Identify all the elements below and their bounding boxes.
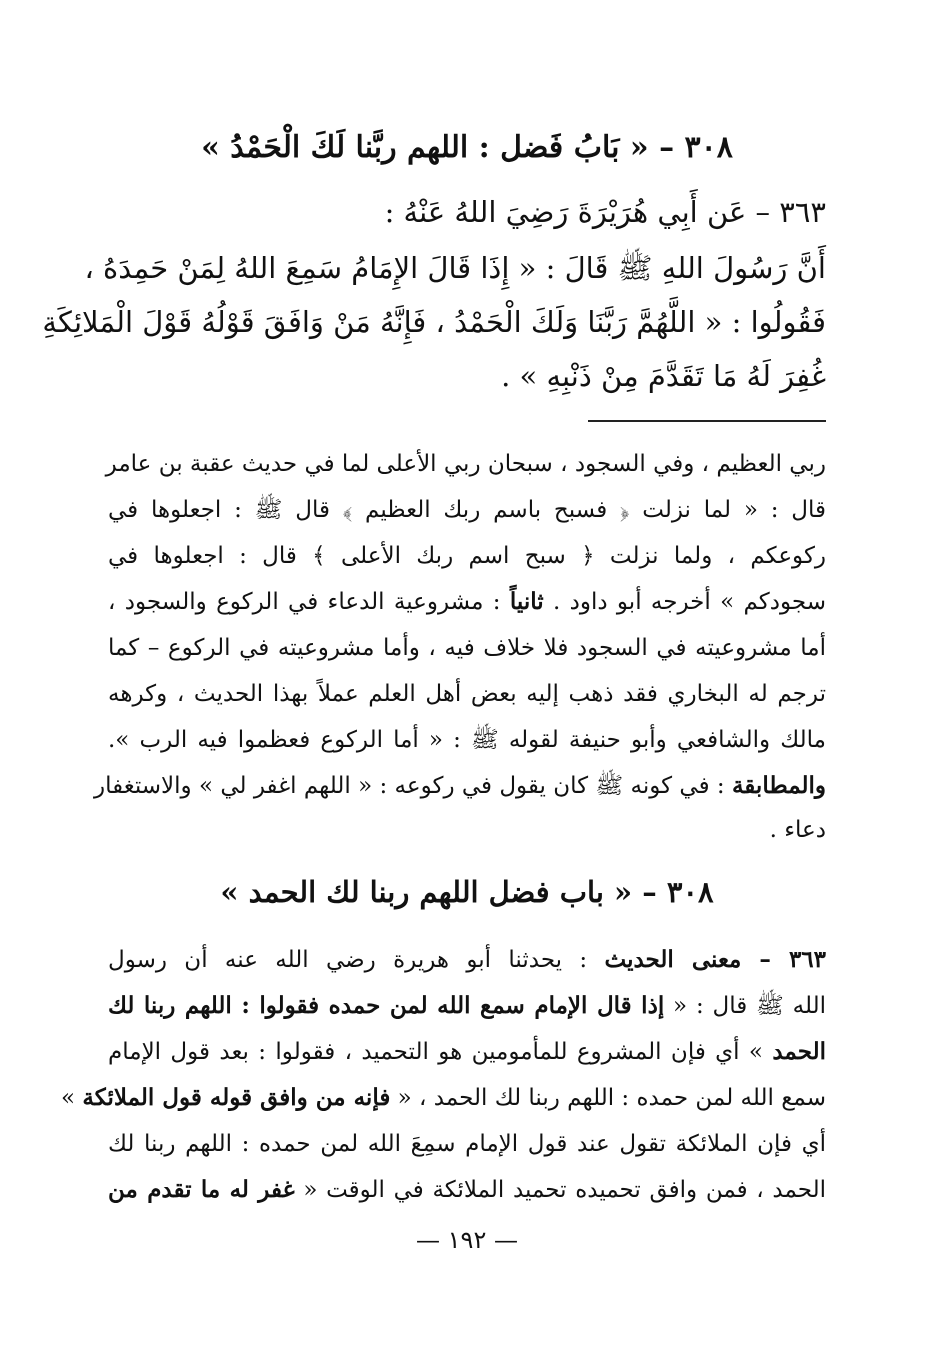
explanation-text: » أي فإن المشروع للمأمومين هو التحميد ، فقولوا : بعد قول الإمام	[108, 1039, 763, 1065]
explanation-keyword: الحمد	[772, 1038, 826, 1065]
explanation-keyword: ٣٦٣ – معنى الحديث	[604, 946, 826, 973]
hadith-line: فَقُولُوا : « اللَّهُمَّ رَبَّنَا وَلَكَ الْحَمْدُ ، فَإِنَّهُ مَنْ وَافَقَ قَوْلُهُ قَوْلَ الْمَلائِكَةِ	[42, 305, 826, 339]
footnote-line: مالك والشافعي وأبو حنيفة لقوله ﷺ : « أما الركوع فعظموا فيه الرب ».	[108, 727, 826, 753]
explanation-line: أي فإن الملائكة تقول عند قول الإمام سمِعَ الله لمن حمده : اللهم ربنا لك	[108, 1131, 826, 1157]
footnote-divider	[588, 420, 826, 422]
footnote-text: : في كونه ﷺ كان يقول في ركوعه : « اللهم اغفر لي » والاستغفار	[93, 773, 725, 799]
footnote-text: سجودكم » أخرجه أبو داود .	[552, 589, 826, 615]
hadith-line: أَنَّ رَسُولَ اللهِ ﷺ قَالَ : « إِذَا قَالَ الإِمَامُ سَمِعَ اللهُ لِمَنْ حَمِدَهُ ،	[84, 251, 826, 285]
footnote-line	[108, 582, 826, 622]
explanation-keyword: إذا قال الإمام سمع الله لمن حمده فقولوا : اللهم ربنا لك	[108, 992, 665, 1019]
explanation-line	[108, 984, 826, 1028]
explanation-text: : يحدثنا أبو هريرة رضي الله عنه أن رسول	[108, 947, 588, 973]
footnote-keyword: والمطابقة	[731, 772, 826, 799]
explanation-keyword: غفر له ما تقدم من	[108, 1176, 295, 1203]
explanation-line	[108, 1030, 826, 1074]
footnote-line: دعاء .	[769, 817, 826, 843]
explanation-heading: ٣٠٨ – « باب فضل اللهم ربنا لك الحمد »	[220, 875, 714, 909]
footnote-line: ركوعكم ، ولما نزلت ﴿ سبح اسم ربك الأعلى ﴾ قال : اجعلوها في	[108, 543, 826, 569]
explanation-text: الحمد ، فمن وافق تحميده تحميد الملائكة في الوقت «	[303, 1177, 826, 1203]
page-number: — ١٩٢ —	[416, 1226, 518, 1254]
explanation-text: الله ﷺ قال : «	[673, 993, 827, 1019]
explanation-line	[108, 1168, 826, 1212]
explanation-text: »	[61, 1085, 76, 1111]
hadith-line: غُفِرَ لَهُ مَا تَقَدَّمَ مِنْ ذَنْبِهِ » .	[501, 359, 826, 393]
explanation-line	[108, 938, 826, 982]
footnote-text: : مشروعية الدعاء في الركوع والسجود ،	[108, 589, 501, 615]
explanation-keyword: فإنه من وافق قوله قول الملائكة	[82, 1084, 391, 1111]
footnote-line: أما مشروعيته في السجود فلا خلاف فيه ، وأما مشروعيته في الركوع – كما	[108, 635, 826, 661]
chapter-heading: ٣٠٨ – « بَابُ فَضل : اللهم ربَّنا لَكَ الْحَمْدُ »	[201, 130, 733, 165]
footnote-line: ربي العظيم ، وفي السجود ، سبحان ربي الأعلى لما في حديث عقبة بن عامر	[105, 451, 826, 477]
footnote-line	[93, 766, 826, 806]
footnote-line: قال : « لما نزلت ﴿ فسبح باسم ربك العظيم ﴾ قال ﷺ : اجعلوها في	[108, 497, 826, 523]
explanation-text: سمع الله لمن حمده : اللهم ربنا لك الحمد ، «	[397, 1085, 826, 1111]
hadith-intro: ٣٦٣ – عَن أَبِي هُرَيْرَةَ رَضِيَ اللهُ عَنْهُ :	[384, 195, 826, 229]
footnote-keyword: ثانياً	[509, 588, 544, 615]
footnote-line: ترجم له البخاري فقد ذهب إليه بعض أهل العلم عملاً بهذا الحديث ، وكرهه	[108, 681, 826, 707]
explanation-line	[61, 1076, 826, 1120]
